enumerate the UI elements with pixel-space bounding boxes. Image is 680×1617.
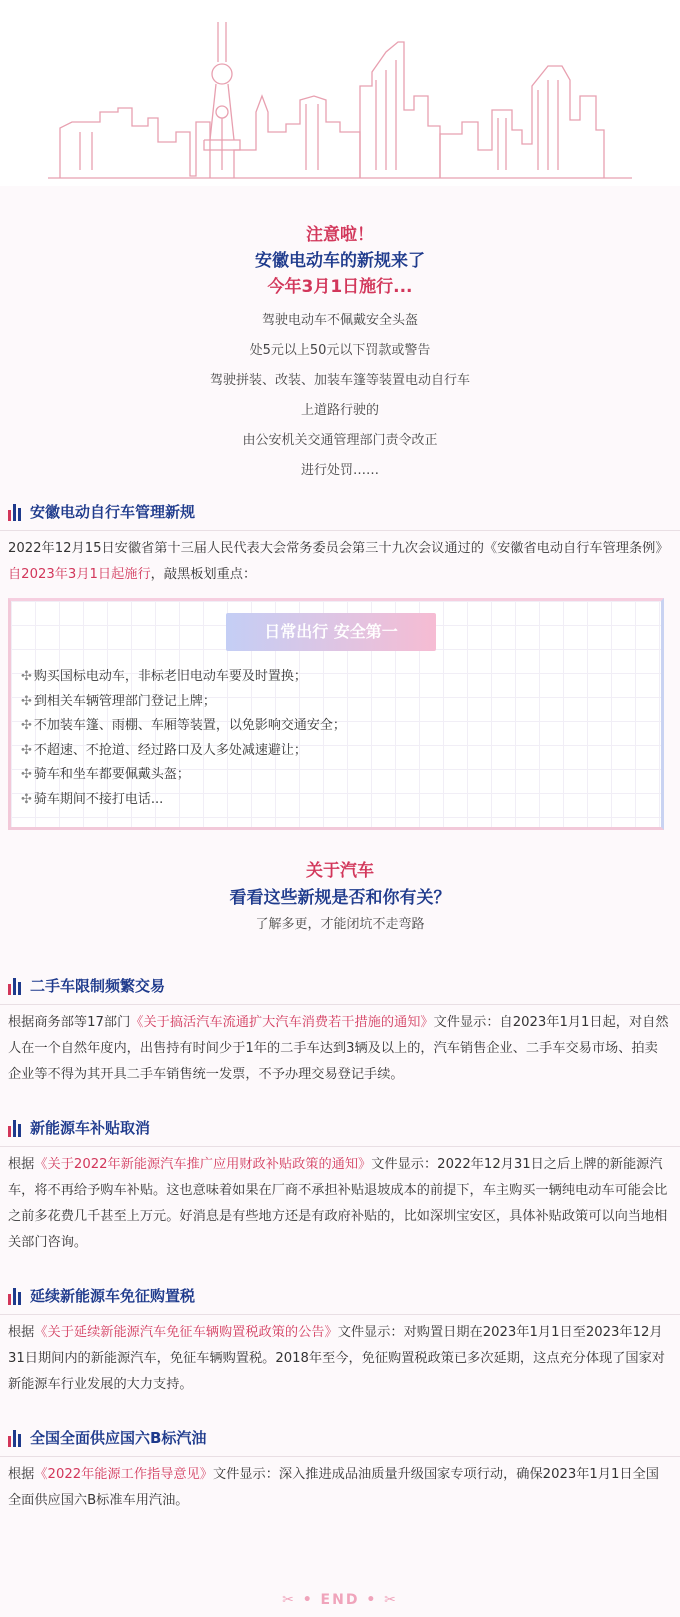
- paragraph-text: 根据: [8, 1325, 35, 1340]
- section-title: 安徽电动自行车管理新规: [30, 503, 196, 521]
- highlight-text: 自2023年3月1日起施行: [8, 567, 151, 582]
- article-body: [0, 186, 680, 1617]
- list-item: ✣ 骑车期间不接打电话...: [21, 791, 164, 807]
- clover-icon: ✣: [21, 718, 32, 733]
- section-header: [0, 972, 680, 1002]
- safety-tips-card: [8, 598, 664, 830]
- intro-block: [0, 222, 680, 486]
- section-divider: [0, 530, 680, 531]
- paragraph-text: ，敲黑板划重点：: [150, 567, 257, 582]
- section-title: 二手车限制频繁交易: [30, 977, 166, 995]
- section-header: [0, 1282, 680, 1312]
- section-paragraph: [8, 1152, 670, 1256]
- section-divider: [0, 1146, 680, 1147]
- intro-paragraph: 进行处罚……: [300, 463, 379, 478]
- section-header: [0, 1114, 680, 1144]
- clover-icon: ✣: [21, 767, 32, 782]
- intro-paragraph: 上道路行驶的: [300, 403, 379, 418]
- clover-icon: ✣: [21, 791, 32, 807]
- clover-icon: ✣: [21, 693, 32, 709]
- intro-paragraph: 驾驶拼装、改装、加装车篷等装置电动自行车: [209, 373, 470, 388]
- section-divider: [0, 1456, 680, 1457]
- section-paragraph: [8, 1010, 670, 1088]
- paragraph-text: 文件显示：自2023年1月1日起，对自然人在一个自然年度内，出售持有时间少于1年的二手车达到3辆及以上的，汽车销售企业、二手车交易市场、拍卖企业等不得为其开具二手车销售统一发票，不予办理交易登记手续。: [8, 1015, 669, 1082]
- bar-chart-icon: [8, 978, 24, 995]
- intro-date: 今年3月1日施行...: [267, 277, 413, 297]
- bar-chart-icon: [8, 1288, 24, 1305]
- list-item: ✣ 不加装车篷、雨棚、车厢等装置，以免影响交通安全；: [21, 718, 346, 733]
- tips-list: [21, 665, 346, 812]
- paragraph-text: 文件显示：对购置日期在2023年1月1日至2023年12月31日期间内的新能源汽车，免征车辆购置税。2018年至今，免征购置税政策已多次延期，这点充分体现了国家对新能源车行业发展的大力支持。: [8, 1325, 665, 1392]
- paragraph-text: 2022年12月15日安徽省第十三届人民代表大会常务委员会第三十九次会议通过的《安徽省电动自行车管理条例》: [8, 541, 669, 556]
- car-subheading: 看看这些新规是否和你有关？: [229, 888, 451, 908]
- end-marker: [0, 1592, 680, 1608]
- intro-paragraph: 处5元以上50元以下罚款或警告: [249, 343, 431, 358]
- list-item: ✣ 到相关车辆管理部门登记上牌；: [21, 693, 216, 709]
- section-title: 延续新能源车免征购置税: [30, 1287, 196, 1305]
- paragraph-text: 根据商务部等17部门: [8, 1015, 131, 1030]
- highlight-text: 《2022年能源工作指导意见》: [34, 1467, 213, 1482]
- bow-icon: ✂: [377, 1592, 398, 1608]
- car-heading: 关于汽车: [306, 861, 374, 881]
- city-skyline-icon: [0, 0, 680, 186]
- bar-chart-icon: [8, 1430, 24, 1447]
- section-header: [0, 498, 680, 528]
- highlight-text: 《关于延续新能源汽车免征车辆购置税政策的公告》: [34, 1325, 338, 1340]
- section-paragraph: [8, 1462, 670, 1514]
- list-item: ✣ 购买国标电动车，非标老旧电动车要及时置换；: [21, 669, 307, 684]
- section-title: 全国全面供应国六B标汽油: [30, 1429, 207, 1447]
- list-item: ✣ 不超速、不抢道、经过路口及人多处减速避让；: [21, 742, 307, 758]
- bar-chart-icon: [8, 1120, 24, 1137]
- paragraph-text: 文件显示：深入推进成品油质量升级国家专项行动，确保2023年1月1日全国全面供应国六B标准车用汽油。: [8, 1467, 659, 1508]
- intro-paragraph: 驾驶电动车不佩戴安全头盔: [261, 313, 418, 328]
- highlight-text: 《关于2022年新能源汽车推广应用财政补贴政策的通知》: [34, 1157, 372, 1172]
- section-paragraph: [8, 536, 670, 588]
- intro-alert: 注意啦！: [306, 225, 374, 245]
- list-item: ✣ 骑车和坐车都要佩戴头盔；: [21, 767, 190, 782]
- end-label: • END •: [302, 1592, 378, 1608]
- car-intro-block: [0, 858, 680, 938]
- clover-icon: ✣: [21, 669, 32, 684]
- section-divider: [0, 1314, 680, 1315]
- car-caption: 了解多更，才能闭坑不走弯路: [255, 917, 425, 932]
- clover-icon: ✣: [21, 742, 32, 758]
- card-title: 日常出行 安全第一: [226, 613, 436, 651]
- section-divider: [0, 1004, 680, 1005]
- section-header: [0, 1424, 680, 1454]
- paragraph-text: 根据: [8, 1467, 35, 1482]
- section-title: 新能源车补贴取消: [30, 1119, 151, 1137]
- bar-chart-icon: [8, 504, 24, 521]
- bow-icon: ✂: [282, 1592, 303, 1608]
- paragraph-text: 文件显示：2022年12月31日之后上牌的新能源汽车，将不再给予购车补贴。这也意味着如果在厂商不承担补贴退坡成本的前提下，车主购买一辆纯电动车可能会比之前多花费几千甚至上万元。好消息是有些地方还是有政府补贴的，比如深圳宝安区，具体补贴政策可以向当地相关部门咨询。: [8, 1157, 668, 1250]
- skyline-illustration: [0, 0, 680, 186]
- section-paragraph: [8, 1320, 670, 1398]
- highlight-text: 《关于搞活汽车流通扩大汽车消费若干措施的通知》: [130, 1015, 434, 1030]
- intro-headline: 安徽电动车的新规来了: [255, 251, 425, 271]
- paragraph-text: 根据: [8, 1157, 35, 1172]
- intro-paragraph: 由公安机关交通管理部门责令改正: [242, 433, 438, 448]
